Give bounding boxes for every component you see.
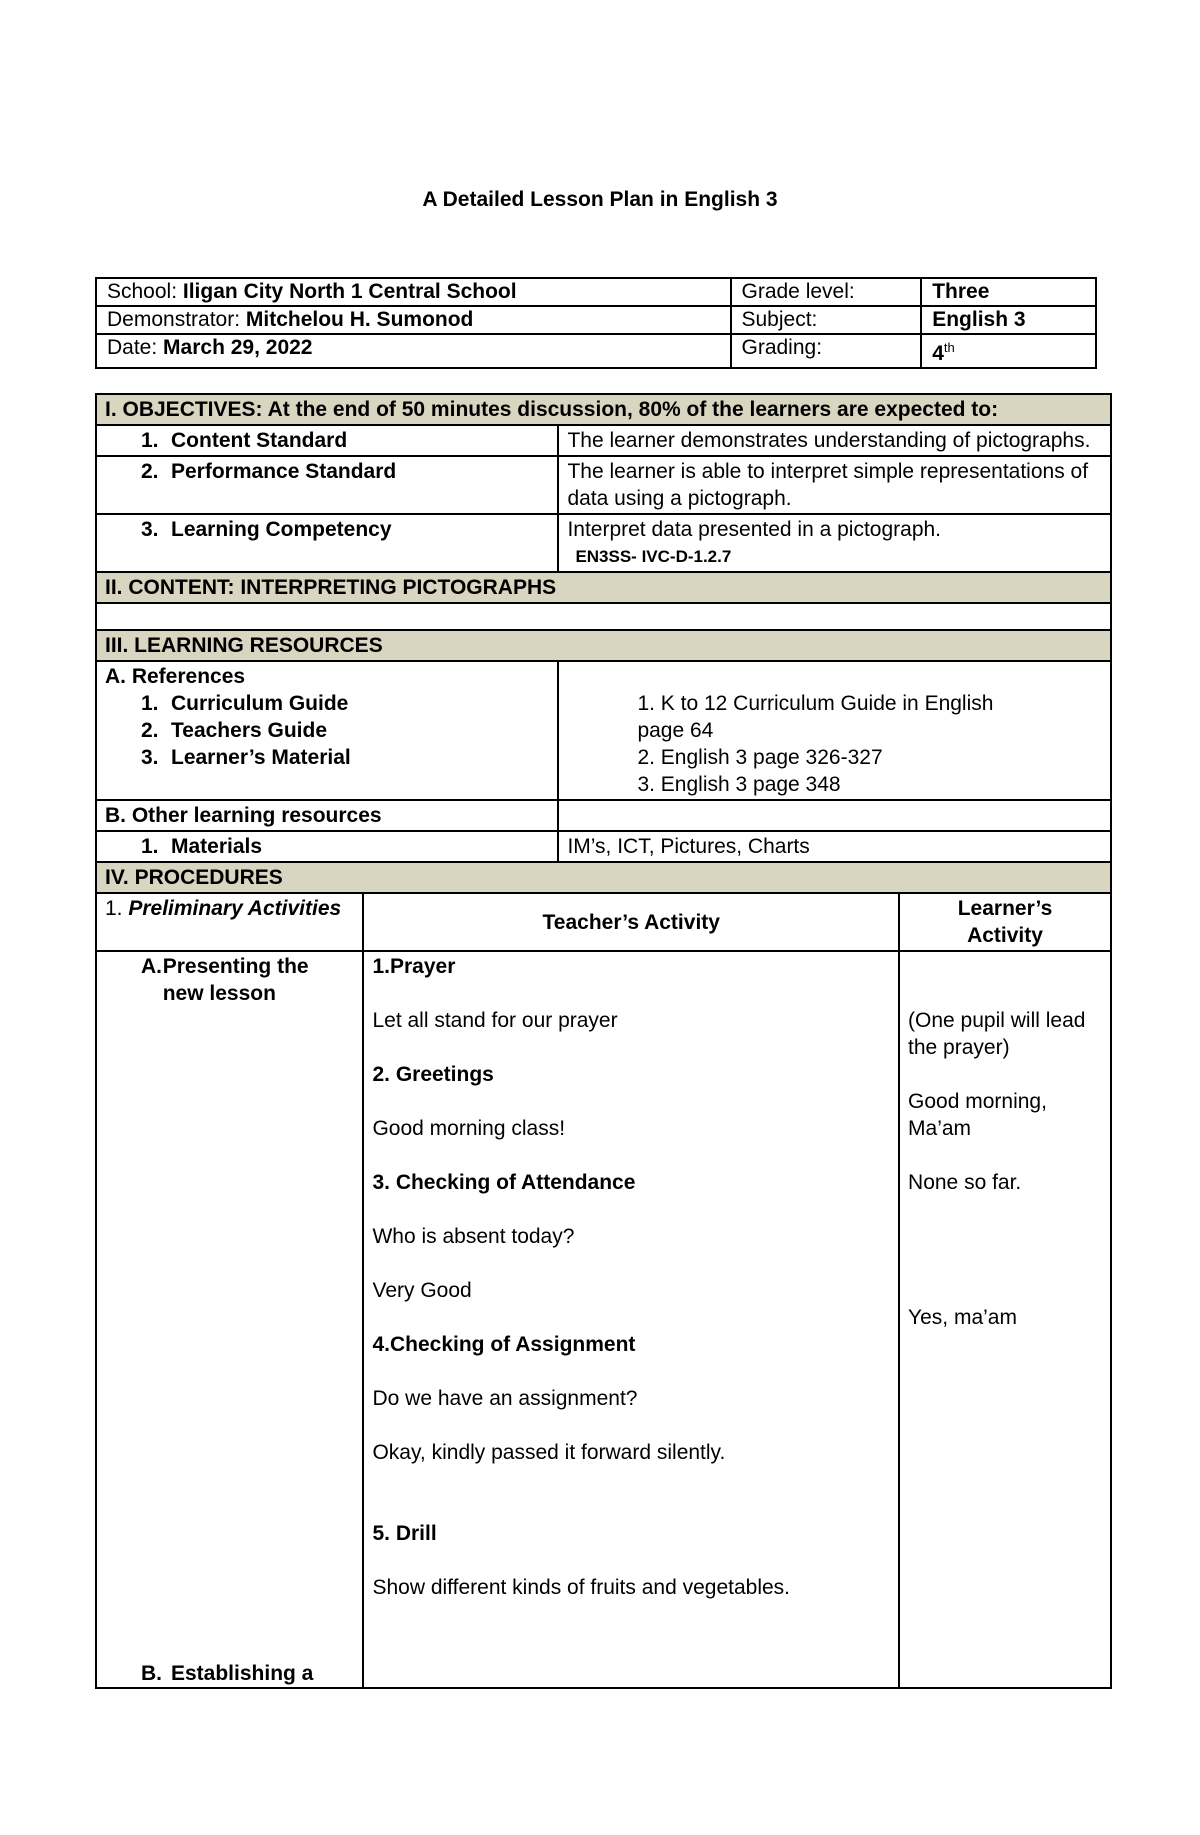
procedures-body-row	[96, 951, 1111, 1688]
grade-label: Grade level:	[731, 278, 922, 306]
references-cell: A. References 1. Curriculum Guide 2. Teachers Guide 3. Learner’s Material	[96, 661, 558, 800]
learner-activity-cell: (One pupil will lead the prayer) Good morning, Ma’am None so far. Yes, ma’am	[899, 951, 1111, 1688]
preliminary-header: 1. Preliminary Activities	[96, 893, 363, 951]
other-resources-label: B. Other learning resources	[96, 800, 558, 831]
info-row-date	[96, 334, 1096, 368]
date-cell: Date: March 29, 2022	[96, 334, 731, 368]
subject-label: Subject:	[731, 306, 922, 334]
stage-a: A. Presenting the new lesson	[141, 955, 309, 1005]
content-blank-row	[96, 603, 1111, 630]
grade-value: Three	[921, 278, 1096, 306]
objective-row	[96, 425, 1111, 456]
objective-value: The learner demonstrates understanding of pictographs.	[558, 425, 1111, 456]
lesson-plan-table	[95, 393, 1112, 1689]
materials-value: IM’s, ICT, Pictures, Charts	[558, 831, 1111, 862]
info-table	[95, 277, 1097, 369]
stage-b: B. Establishing a	[141, 1662, 314, 1685]
references-row	[96, 661, 1111, 800]
demonstrator-name: Mitchelou H. Sumonod	[245, 308, 474, 331]
procedures-header-row	[96, 893, 1111, 951]
learner-activity-header: Learner’s Activity	[899, 893, 1111, 951]
other-resources-value	[558, 800, 1111, 831]
page-title: A Detailed Lesson Plan in English 3	[422, 188, 778, 211]
info-row-school	[96, 278, 1096, 306]
stage-cell	[96, 951, 363, 1688]
date-value: March 29, 2022	[163, 336, 313, 359]
materials-label: 1. Materials	[96, 831, 558, 862]
resources-heading: III. LEARNING RESOURCES	[96, 630, 1111, 661]
procedures-heading: IV. PROCEDURES	[96, 862, 1111, 893]
grading-value: 4th	[921, 334, 1096, 368]
objective-row	[96, 514, 1111, 572]
objective-value: The learner is able to interpret simple representations of data using a pictograph.	[558, 456, 1111, 514]
info-row-demonstrator	[96, 306, 1096, 334]
objective-label: 3. Learning Competency	[96, 514, 558, 572]
objective-row	[96, 456, 1111, 514]
school-name: Iligan City North 1 Central School	[182, 280, 517, 303]
demonstrator-cell: Demonstrator: Mitchelou H. Sumonod	[96, 306, 731, 334]
teacher-activity-header: Teacher’s Activity	[363, 893, 899, 951]
content-heading: II. CONTENT: INTERPRETING PICTOGRAPHS	[96, 572, 1111, 603]
school-cell: School: Iligan City North 1 Central School	[96, 278, 731, 306]
references-values: 1. K to 12 Curriculum Guide in English page 64 2. English 3 page 326-327 3. English 3 page 348	[558, 661, 1111, 800]
objective-value: Interpret data presented in a pictograph. EN3SS- IVC-D-1.2.7	[558, 514, 1111, 572]
teacher-activity-cell: 1.Prayer Let all stand for our prayer 2. Greetings Good morning class! 3. Checking of Attendance Who is absent today? Very Good 4.Checking of Assignment Do we have an assignment? Okay, kindly passed it forward silently. 5. Drill Show different kinds of fruits and vegetables.	[363, 951, 899, 1688]
objectives-heading: I. OBJECTIVES: At the end of 50 minutes discussion, 80% of the learners are expected to:	[96, 394, 1111, 425]
subject-value: English 3	[921, 306, 1096, 334]
grading-label: Grading:	[731, 334, 922, 368]
competency-code: EN3SS- IVC-D-1.2.7	[575, 547, 732, 566]
objective-label: 1. Content Standard	[96, 425, 558, 456]
objective-label: 2. Performance Standard	[96, 456, 558, 514]
